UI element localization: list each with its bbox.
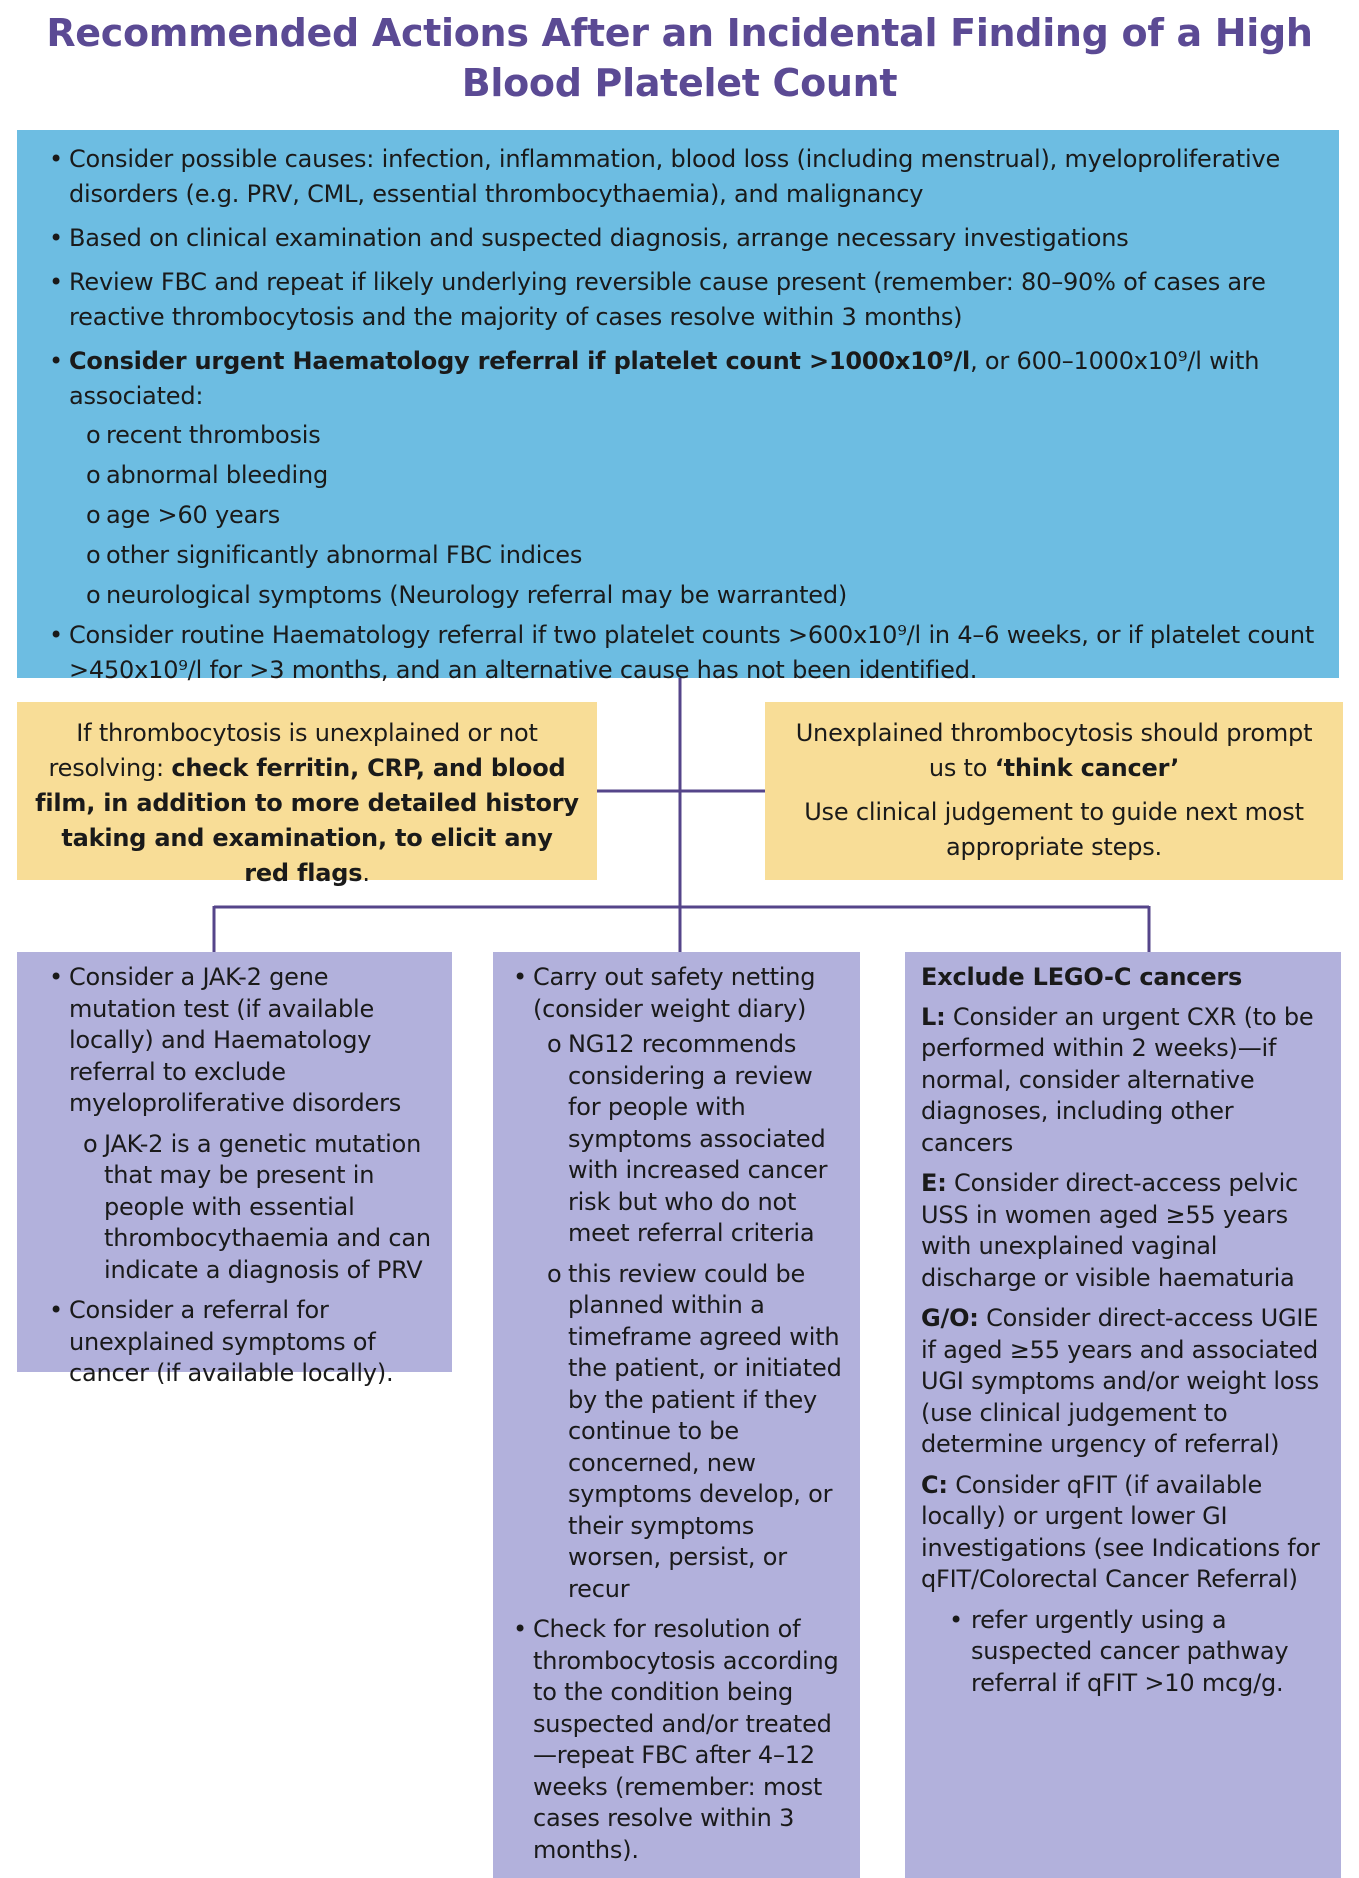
lego-l-item	[921, 1002, 1329, 1160]
bullet-investigations: • Based on clinical examination and suspected diagnosis, arrange necessary investigations	[49, 221, 1321, 256]
bullet-urgent-referral	[49, 344, 1321, 414]
clinical-judgement-line: Use clinical judgement to guide next most appropriate steps.	[804, 798, 1304, 861]
lego-go-label: G/O:	[921, 1304, 979, 1332]
lego-c-item	[921, 1470, 1329, 1596]
lego-c-heading: Exclude LEGO-C cancers	[921, 963, 1243, 991]
lego-c-text: Consider qFIT (if available locally) or urgent lower GI investigations (see Indications for qFIT/Colorectal Cancer Referral)	[921, 1470, 1320, 1593]
title-line-2: Blood Platelet Count	[461, 61, 898, 105]
lego-go-text: Consider direct-access UGIE if aged ≥55 years and associated UGI symptoms and/or weight loss (use clinical judgement to determine urgency of referral)	[921, 1304, 1319, 1458]
lego-c-label: C:	[921, 1470, 948, 1499]
urgent-referral-rest: , or 600–1000x10⁹/l with associated:	[69, 347, 1260, 410]
bullet-routine-referral: • Consider routine Haematology referral if two platelet counts >600x10⁹/l in 4–6 weeks, or if platelet count >450x10⁹/l for >3 months, and an alternative cause has not been identified.	[49, 618, 1321, 688]
sub-review-planning: o this review could be planned within a timeframe agreed with the patient, or initiated by the patient if they continue to be concerned, new symptoms develop, or their symptoms worsen, persist, or recur	[513, 1259, 850, 1606]
bullet-unexplained-symptoms: • Consider a referral for unexplained symptoms of cancer (if available locally).	[49, 1295, 442, 1390]
lego-e-text: Consider direct-access pelvic USS in women aged ≥55 years with unexplained vaginal discharge or visible haematuria	[921, 1169, 1299, 1292]
jak2-column	[17, 952, 452, 1387]
lego-e-label: E:	[921, 1169, 947, 1197]
sub-item: o recent thrombosis	[49, 418, 1321, 458]
bullet-jak2-test: • Consider a JAK-2 gene mutation test (if available locally) and Haematology referral to exclude myeloproliferative disorders	[49, 962, 442, 1120]
think-cancer-line	[783, 716, 1325, 786]
bullet-safety-netting: • Carry out safety netting (consider weight diary)	[513, 962, 850, 1025]
sub-item: o other significantly abnormal FBC indices	[49, 538, 1321, 578]
sub-item: o neurological symptoms (Neurology referral may be warranted)	[49, 578, 1321, 618]
check-bold-text: check ferritin, CRP, and blood film, in addition to more detailed history taking and examination, to elicit any red flags	[35, 754, 579, 887]
lego-go-item	[921, 1303, 1329, 1461]
lego-c-column	[905, 952, 1341, 1878]
safety-netting-column	[493, 952, 860, 1878]
sub-jak2-mutation: o JAK-2 is a genetic mutation that may be present in people with essential thrombocythaemia and can indicate a diagnosis of PRV	[49, 1129, 442, 1287]
unexplained-check-box	[17, 702, 597, 887]
bullet-check-resolution: • Check for resolution of thrombocytosis according to the condition being suspected and/or treated—repeat FBC after 4–12 weeks (remember: most cases resolve within 3 months).	[513, 1614, 850, 1866]
lego-c-sub: • refer urgently using a suspected cancer pathway referral if qFIT >10 mcg/g.	[921, 1605, 1329, 1700]
title-line-1: Recommended Actions After an Incidental Finding of a High	[46, 11, 1313, 55]
sub-item: o abnormal bleeding	[49, 458, 1321, 498]
sub-ng12: o NG12 recommends considering a review for people with symptoms associated with increased cancer risk but who do not meet referral criteria	[513, 1029, 850, 1250]
check-normal-text: If thrombocytosis is unexplained or not resolving:	[48, 719, 538, 782]
think-cancer-bold: ‘think cancer’	[994, 754, 1180, 782]
lego-l-label: L:	[921, 1002, 946, 1031]
think-cancer-normal: Unexplained thrombocytosis should prompt us to	[795, 719, 1313, 782]
bullet-possible-causes: • Consider possible causes: infection, inflammation, blood loss (including menstrual), myeloproliferative disorders (e.g. PRV, CML, essential thrombocythaemia), and malignancy	[49, 142, 1321, 212]
initial-actions-box	[17, 130, 1339, 684]
lego-l-text: Consider an urgent CXR (to be performed within 2 weeks)—if normal, consider alternative diagnoses, including other cancers	[921, 1002, 1314, 1157]
urgent-referral-bold: Consider urgent Haematology referral if platelet count >1000x10⁹/l	[69, 347, 971, 375]
lego-e-item	[921, 1168, 1329, 1294]
bullet-review-fbc: • Review FBC and repeat if likely underlying reversible cause present (remember: 80–90% of cases are reactive thrombocytosis and the majority of cases resolve within 3 months)	[49, 265, 1321, 335]
check-end-text: .	[362, 859, 370, 887]
sub-item: o age >60 years	[49, 498, 1321, 538]
think-cancer-box	[765, 702, 1343, 880]
